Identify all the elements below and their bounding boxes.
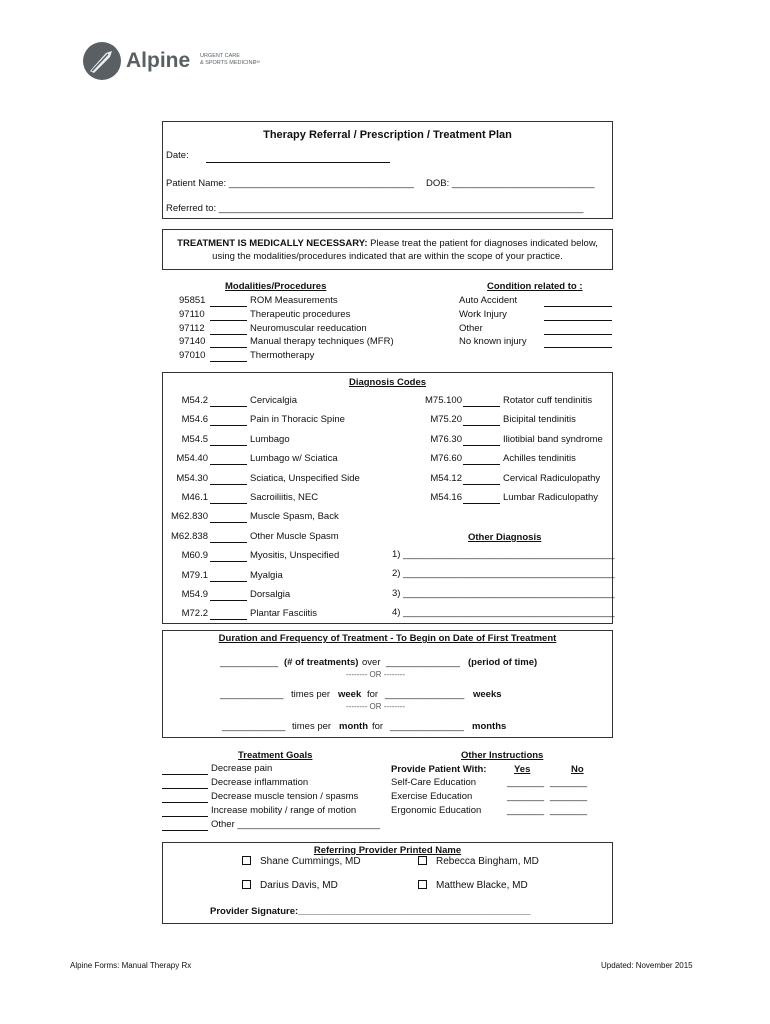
treatments-count-field[interactable]: ___________ [220,657,279,668]
diagnosis-code: M60.9 [181,550,208,562]
provider-signature-field[interactable]: Provider Signature:____________________________________________ [210,906,531,917]
condition-label: Auto Accident [459,295,518,306]
diagnosis-code: M75.20 [430,414,462,426]
modality-code: 97112 [179,322,205,334]
diagnosis-label: Cervical Radiculopathy [503,472,601,484]
diagnosis-check-field[interactable] [210,522,247,523]
diagnosis-check-field[interactable] [463,445,500,446]
diagnosis-code: M54.2 [181,395,208,406]
provide-label: Provide Patient With: [391,764,487,775]
diagnosis-check-field[interactable] [210,425,247,426]
necessity-text: Please treat the patient for diagnoses indicated below, [367,238,598,249]
modality-check-field[interactable] [210,347,247,348]
diagnosis-check-field[interactable] [210,619,247,620]
diagnosis-check-field[interactable] [463,425,500,426]
goal-check-field[interactable] [162,788,208,789]
modality-label: Therapeutic procedures [250,308,351,320]
diagnosis-code: M76.30 [430,433,462,445]
diagnosis-check-field[interactable] [463,464,500,465]
instruction-yes-field[interactable]: _______ [507,805,544,816]
diagnosis-code: M54.9 [181,589,208,600]
other-diagnosis-heading: Other Diagnosis [468,532,542,543]
condition-check-field[interactable] [544,306,612,307]
instruction-no-field[interactable]: _______ [550,791,587,802]
goal-check-field[interactable] [162,802,208,803]
diagnosis-code: M75.100 [425,395,462,406]
goal-label: Other ___________________________ [211,819,381,830]
instruction-label: Ergonomic Education [391,805,482,816]
necessity-bold: TREATMENT IS MEDICALLY NECESSARY: [177,238,368,249]
modalities-heading: Modalities/Procedures [225,281,327,292]
no-header: No [571,764,584,775]
diagnosis-code: M72.2 [181,608,208,620]
footer-form-name: Alpine Forms: Manual Therapy Rx [70,961,192,970]
weeks-label: weeks [473,689,502,700]
other-diagnosis-field[interactable]: 2) ________________________________________ [392,568,615,580]
diagnosis-section [162,372,613,624]
diagnosis-code: M54.30 [176,472,208,484]
modality-code: 97110 [179,308,205,320]
diagnosis-check-field[interactable] [463,484,500,485]
goal-label: Decrease muscle tension / spasms [211,791,359,802]
modality-check-field[interactable] [210,306,247,307]
times-per-label-2: times per [292,721,332,732]
condition-check-field[interactable] [544,347,612,348]
modality-label: Manual therapy techniques (MFR) [250,336,394,348]
diagnosis-check-field[interactable] [210,561,247,562]
logo-mark-icon [82,41,122,81]
diagnosis-label: Lumbar Radiculopathy [503,492,599,503]
diagnosis-code: M54.5 [181,433,208,445]
diagnosis-label: Myositis, Unspecified [250,550,340,562]
for-label-2: for [372,721,384,732]
diagnosis-label: Pain in Thoracic Spine [250,414,345,426]
diagnosis-label: Plantar Fasciitis [250,608,318,620]
for-label-1: for [367,689,379,700]
goal-label: Decrease inflammation [211,777,309,788]
or-separator-2: -------- OR -------- [346,702,406,711]
provider-option-2[interactable] [418,856,539,868]
diagnosis-label: Lumbago w/ Sciatica [250,453,338,465]
diagnosis-check-field[interactable] [463,406,500,407]
diagnosis-check-field[interactable] [210,445,247,446]
provider-section [162,842,613,924]
modality-label: ROM Measurements [250,295,338,306]
instruction-yes-field[interactable]: _______ [507,777,544,788]
goal-label: Decrease pain [211,763,273,774]
footer-updated: Updated: November 2015 [601,961,693,970]
diagnosis-check-field[interactable] [463,503,500,504]
diagnosis-code: M76.60 [430,453,462,465]
diagnosis-heading: Diagnosis Codes [348,377,427,388]
times-per-week-field[interactable]: ____________ [220,689,284,700]
provider-name: Matthew Blacke, MD [436,880,528,891]
diagnosis-check-field[interactable] [210,600,247,601]
goal-label: Increase mobility / range of motion [211,805,357,816]
instruction-no-field[interactable]: _______ [550,805,587,816]
diagnosis-label: Sacroiliitis, NEC [250,492,319,503]
form-title: Therapy Referral / Prescription / Treatment Plan [263,129,512,141]
treatments-label: (# of treatments) [284,657,359,668]
condition-label: No known injury [459,336,527,348]
diagnosis-label: Achilles tendinitis [503,453,576,465]
logo-line1: URGENT CARE [200,53,240,59]
period-field[interactable]: ______________ [386,657,460,668]
modality-label: Neuromuscular reeducation [250,322,367,334]
logo-name: Alpine [126,49,191,72]
instruction-no-field[interactable]: _______ [550,777,587,788]
condition-label: Work Injury [459,308,507,320]
times-per-month-field[interactable]: ____________ [222,721,286,732]
modality-code: 97140 [179,336,206,348]
diagnosis-label: Sciatica, Unspecified Side [250,472,360,484]
diagnosis-label: Cervicalgia [250,395,297,406]
goal-check-field[interactable] [162,816,208,817]
date-label: Date: [166,150,189,161]
diagnosis-code: M62.830 [171,511,208,523]
logo [82,41,262,81]
logo-trademark: TM [254,59,260,64]
diagnosis-label: Dorsalgia [250,589,291,600]
modality-check-field[interactable] [210,334,247,335]
months-count-field[interactable]: ______________ [390,721,464,732]
modality-code: 95851 [179,295,206,306]
diagnosis-label: Bicipital tendinitis [503,414,576,426]
modality-label: Thermotherapy [250,350,315,362]
provider-option-3[interactable] [242,880,338,892]
week-label: week [338,689,362,700]
months-label: months [472,721,507,732]
diagnosis-code: M54.16 [430,492,462,503]
diagnosis-code: M54.40 [176,453,208,465]
diagnosis-check-field[interactable] [210,503,247,504]
condition-check-field[interactable] [544,334,612,335]
diagnosis-label: Myalgia [250,569,283,581]
goals-heading: Treatment Goals [238,750,313,761]
diagnosis-code: M54.12 [430,472,462,484]
provider-name: Darius Davis, MD [260,880,338,891]
checkbox-icon[interactable] [242,880,251,889]
instruction-label: Self-Care Education [391,777,477,788]
duration-section [162,630,613,738]
provider-name: Rebecca Bingham, MD [436,856,539,867]
diagnosis-code: M46.1 [181,492,208,503]
goal-check-field[interactable] [162,774,208,775]
logo-line2: & SPORTS MEDICINE [200,60,257,66]
period-label: (period of time) [468,657,538,668]
goal-check-field[interactable] [162,830,208,831]
condition-check-field[interactable] [544,320,612,321]
diagnosis-check-field[interactable] [210,484,247,485]
or-separator-1: -------- OR -------- [346,670,406,679]
checkbox-icon[interactable] [242,856,251,865]
times-per-label-1: times per [291,689,331,700]
diagnosis-label: Muscle Spasm, Back [250,511,339,523]
diagnosis-check-field[interactable] [210,406,247,407]
medical-necessity-section [162,229,613,270]
provider-name: Shane Cummings, MD [260,856,361,867]
diagnosis-label: Rotator cuff tendinitis [503,395,593,406]
diagnosis-check-field[interactable] [210,464,247,465]
date-field[interactable] [206,162,390,163]
over-label: over [362,657,381,668]
checkbox-icon[interactable] [418,856,427,865]
month-label: month [339,721,369,732]
provider-heading: Referring Provider Printed Name [313,845,462,856]
yes-header: Yes [514,764,531,775]
dob-field[interactable]: DOB: ___________________________ [426,178,595,189]
duration-heading: Duration and Frequency of Treatment - To Begin on Date of First Treatment [218,633,557,644]
provider-option-4[interactable] [418,880,528,892]
condition-heading: Condition related to : [487,281,583,292]
diagnosis-check-field[interactable] [210,542,247,543]
provider-option-1[interactable] [242,856,361,868]
other-diagnosis-field[interactable]: 1) ________________________________________ [392,549,615,560]
instruction-label: Exercise Education [391,791,473,802]
diagnosis-label: Lumbago [250,433,290,445]
diagnosis-code: M54.6 [181,414,208,426]
modality-code: 97010 [179,350,206,362]
other-diagnosis-field[interactable]: 4) ________________________________________ [392,607,615,619]
referred-to-field[interactable]: Referred to: _____________________________________________________________________ [166,203,584,214]
necessity-line1 [163,238,612,250]
necessity-line2: using the modalities/procedures indicated that are within the scope of your practice. [212,251,563,262]
modality-check-field[interactable] [210,361,247,362]
instructions-heading: Other Instructions [461,750,544,761]
patient-name-field[interactable]: Patient Name: ___________________________________ [166,178,414,189]
diagnosis-code: M62.838 [171,530,208,542]
condition-label: Other [459,322,483,334]
other-diagnosis-field[interactable]: 3) ________________________________________ [392,587,615,599]
header-section [162,121,613,219]
checkbox-icon[interactable] [418,880,427,889]
weeks-count-field[interactable]: _______________ [385,689,465,700]
diagnosis-code: M79.1 [181,569,208,581]
diagnosis-label: Other Muscle Spasm [250,530,339,542]
modality-check-field[interactable] [210,320,247,321]
instruction-yes-field[interactable]: _______ [507,791,544,802]
diagnosis-check-field[interactable] [210,581,247,582]
diagnosis-label: Iliotibial band syndrome [503,433,603,445]
